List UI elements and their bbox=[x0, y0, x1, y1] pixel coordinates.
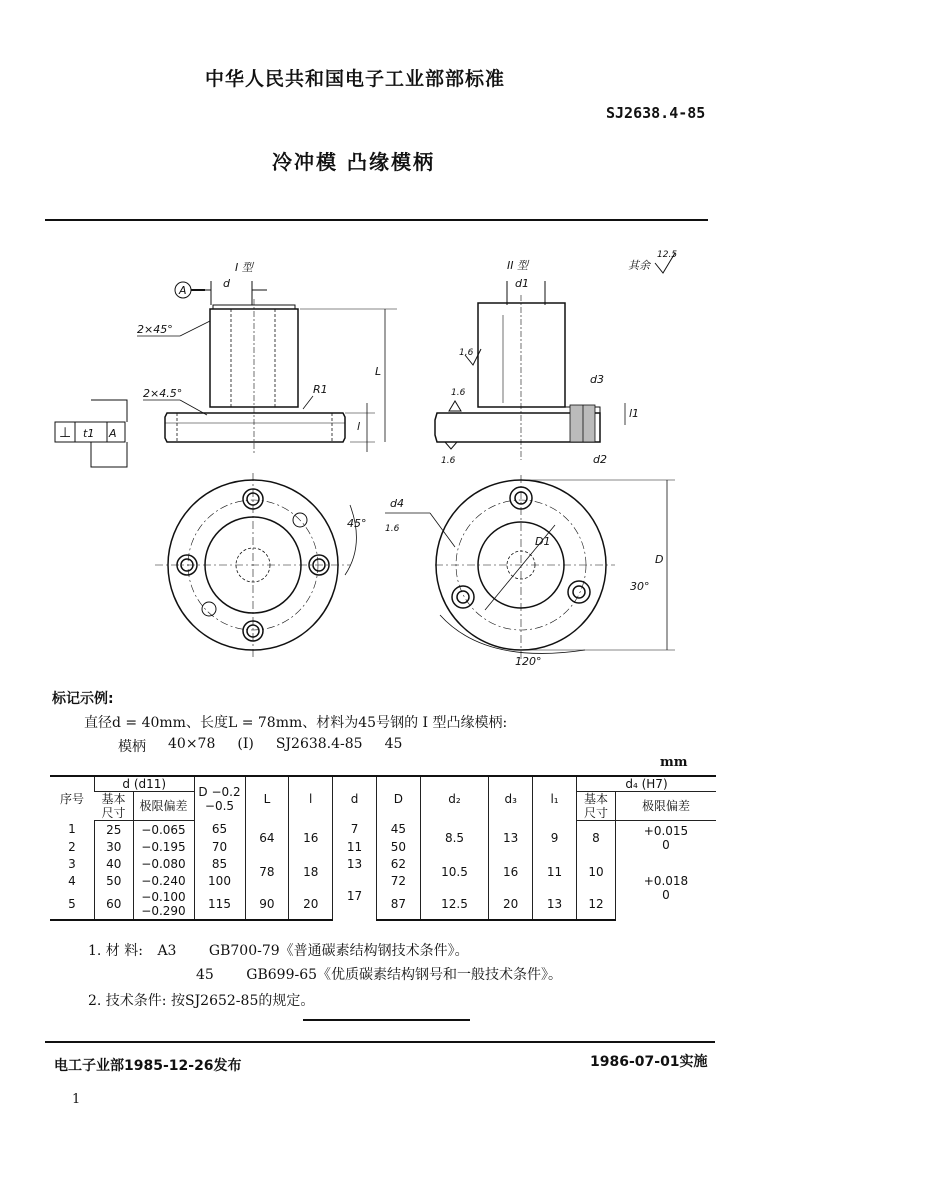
cell-D-tol: 65 bbox=[194, 821, 245, 839]
cell-Dbig: 72 bbox=[376, 872, 420, 889]
roughness-other-value: 12.5 bbox=[657, 250, 678, 260]
cell-d2: 8.5 bbox=[420, 821, 489, 856]
type1-label: I 型 bbox=[235, 261, 253, 274]
example-size: 40×78 bbox=[168, 736, 216, 752]
cell-d3: 16 bbox=[489, 855, 533, 889]
marking-example-heading: 标记示例: bbox=[52, 691, 114, 707]
dim-d3-label: d3 bbox=[590, 373, 604, 386]
angle30-label: 30° bbox=[630, 580, 650, 593]
cell-seq: 5 bbox=[50, 889, 95, 920]
type2-label: II 型 bbox=[507, 259, 528, 272]
col-d-group: d (d11) bbox=[95, 776, 195, 792]
cell-dd: 7 bbox=[333, 821, 377, 839]
implementation-date: 1986-07-01实施 bbox=[590, 1054, 708, 1070]
cell-l: 18 bbox=[289, 855, 333, 889]
example-code: SJ2638.4-85 bbox=[275, 736, 363, 752]
example-name: 模柄 bbox=[118, 739, 146, 755]
note-1-second-line bbox=[196, 964, 562, 984]
technical-drawing bbox=[45, 235, 715, 675]
cell-d: 50 bbox=[95, 872, 134, 889]
cell-d4-dev: +0.015 0 bbox=[616, 821, 717, 856]
note-1-material-45: 45 bbox=[196, 967, 214, 983]
cell-Dbig: 87 bbox=[376, 889, 420, 920]
col-l: l bbox=[289, 776, 333, 821]
cell-l1: 11 bbox=[533, 855, 577, 889]
other-roughness-label: 其余 bbox=[628, 259, 650, 272]
col-l1: l₁ bbox=[533, 776, 577, 821]
cell-D-tol: 85 bbox=[194, 855, 245, 872]
col-d4-basic: 基本尺寸 bbox=[577, 792, 616, 821]
dim-l1-label: l1 bbox=[629, 407, 640, 420]
footer-rule bbox=[45, 1041, 715, 1043]
page-title: 冷冲模 凸缘模柄 bbox=[272, 150, 435, 174]
cell-d-dev: −0.080 bbox=[133, 855, 194, 872]
chamfer2-label: 2×4.5° bbox=[143, 387, 183, 400]
dim-d4-label: d4 bbox=[390, 497, 404, 510]
cell-L: 90 bbox=[245, 889, 289, 920]
cell-d4-dev: +0.018 0 bbox=[616, 855, 717, 920]
dim-d2-label: d2 bbox=[593, 453, 607, 466]
col-d4-group: d₄ (H7) bbox=[577, 776, 717, 792]
cell-l: 16 bbox=[289, 821, 333, 856]
end-rule bbox=[303, 1019, 470, 1021]
cell-L: 78 bbox=[245, 855, 289, 889]
cell-d-dev: −0.065 bbox=[133, 821, 194, 839]
cell-d4: 8 bbox=[577, 821, 616, 856]
cell-d3: 20 bbox=[489, 889, 533, 920]
cell-d-dev: −0.240 bbox=[133, 872, 194, 889]
col-D-tol: D −0.2 −0.5 bbox=[194, 776, 245, 821]
cell-d4: 10 bbox=[577, 855, 616, 889]
cell-d2: 10.5 bbox=[420, 855, 489, 889]
radius-label: R1 bbox=[313, 383, 328, 396]
example-type: (I) bbox=[237, 736, 254, 752]
table-unit: mm bbox=[660, 755, 688, 770]
roughness-16-c: 1.6 bbox=[441, 456, 456, 466]
dim-D1-label: D1 bbox=[535, 535, 551, 548]
roughness-16-d: 1.6 bbox=[385, 524, 400, 534]
dim-D-label: D bbox=[655, 553, 664, 566]
page-number: 1 bbox=[72, 1092, 81, 1107]
cell-Dbig: 45 bbox=[376, 821, 420, 839]
cell-l1: 13 bbox=[533, 889, 577, 920]
note-1-material-a3: A3 bbox=[157, 943, 177, 959]
angle45-label: 45° bbox=[347, 517, 367, 530]
col-L: L bbox=[245, 776, 289, 821]
col-d: d bbox=[333, 776, 377, 821]
cell-d: 25 bbox=[95, 821, 134, 839]
dim-d-label: d bbox=[223, 277, 230, 290]
cell-seq: 1 bbox=[68, 822, 76, 837]
col-seq: 序号 bbox=[50, 776, 95, 821]
dimension-table bbox=[50, 775, 716, 921]
cell-seq: 3 bbox=[68, 856, 76, 871]
cell-dd: 13 bbox=[333, 855, 377, 872]
cell-L: 64 bbox=[245, 821, 289, 856]
cell-l1: 9 bbox=[533, 821, 577, 856]
cell-seq: 2 bbox=[68, 839, 76, 854]
tolerance-datum: A bbox=[109, 427, 117, 440]
dim-L-label: L bbox=[375, 365, 382, 378]
note-2: 2. 技术条件: 按SJ2652-85的规定。 bbox=[88, 993, 315, 1009]
cell-d3: 13 bbox=[489, 821, 533, 856]
dim-l-label: l bbox=[357, 420, 361, 433]
cell-l: 20 bbox=[289, 889, 333, 920]
angle120-label: 120° bbox=[515, 655, 542, 668]
cell-seq: 4 bbox=[68, 873, 76, 888]
cell-d: 60 bbox=[95, 889, 134, 920]
cell-dd: 11 bbox=[333, 838, 377, 855]
example-material: 45 bbox=[384, 736, 403, 752]
note-1-label: 1. 材 料: bbox=[88, 943, 143, 959]
col-d-dev: 极限偏差 bbox=[133, 792, 194, 821]
standard-code: SJ2638.4-85 bbox=[606, 104, 706, 122]
col-D: D bbox=[376, 776, 420, 821]
dim-d1-label: d1 bbox=[515, 277, 529, 290]
cell-d4: 12 bbox=[577, 889, 616, 920]
standard-org-heading: 中华人民共和国电子工业部部标准 bbox=[205, 68, 506, 90]
cell-Dbig: 62 bbox=[376, 855, 420, 872]
note-1-standard-45: GB699-65《优质碳素结构钢号和一般技术条件》。 bbox=[246, 967, 563, 983]
cell-D-tol: 100 bbox=[194, 872, 245, 889]
issue-date: 电工子业部1985-12-26发布 bbox=[54, 1058, 242, 1074]
cell-dd: 17 bbox=[333, 872, 377, 920]
roughness-16-b: 1.6 bbox=[451, 388, 466, 398]
roughness-16-a: 1.6 bbox=[459, 348, 474, 358]
cell-D-tol: 115 bbox=[194, 889, 245, 920]
perpendicularity-symbol: ⊥ bbox=[59, 425, 72, 441]
cell-d: 30 bbox=[95, 838, 134, 855]
marking-example-description: 直径d = 40mm、长度L = 78mm、材料为45号钢的 I 型凸缘模柄: bbox=[84, 715, 508, 731]
datum-label: A bbox=[179, 284, 187, 297]
col-d4-dev: 极限偏差 bbox=[616, 792, 717, 821]
cell-d: 40 bbox=[95, 855, 134, 872]
tolerance-value: t1 bbox=[83, 427, 95, 440]
col-d-basic: 基本尺寸 bbox=[95, 792, 134, 821]
col-d2: d₂ bbox=[420, 776, 489, 821]
cell-D-tol: 70 bbox=[194, 838, 245, 855]
cell-Dbig: 50 bbox=[376, 838, 420, 855]
marking-example-designation bbox=[118, 736, 402, 756]
note-1 bbox=[88, 940, 469, 960]
cell-d-dev: −0.100 −0.290 bbox=[133, 889, 194, 920]
top-rule bbox=[45, 219, 708, 221]
cell-d-dev: −0.195 bbox=[133, 838, 194, 855]
cell-d2: 12.5 bbox=[420, 889, 489, 920]
chamfer1-label: 2×45° bbox=[137, 323, 173, 336]
table-row bbox=[50, 855, 716, 872]
note-1-standard-a3: GB700-79《普通碳素结构钢技术条件》。 bbox=[208, 943, 469, 959]
table-row bbox=[50, 821, 716, 839]
col-d3: d₃ bbox=[489, 776, 533, 821]
